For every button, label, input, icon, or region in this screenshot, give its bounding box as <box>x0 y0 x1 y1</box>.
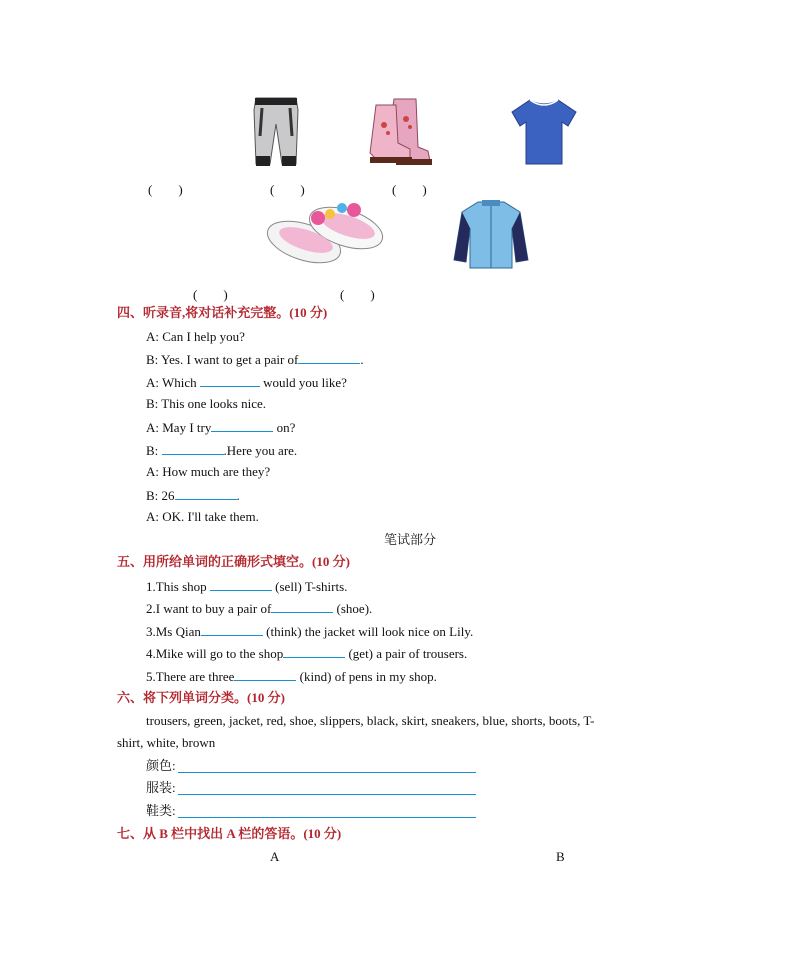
answer-line-colors[interactable] <box>178 772 476 773</box>
answer-paren-tshirt[interactable]: ( ) <box>392 182 427 197</box>
answer-line-shoes[interactable] <box>178 817 476 818</box>
exercise-item: 5.There are three (kind) of pens in my shop. <box>146 669 437 684</box>
exercise-item: 2.I want to buy a pair of (shoe). <box>146 601 373 616</box>
blank-field[interactable] <box>210 578 272 591</box>
dialogue-line: B: This one looks nice. <box>146 396 267 411</box>
dialogue-line: B: .Here you are. <box>146 443 298 458</box>
dialogue-line: A: May I try on? <box>146 420 296 435</box>
answer-paren-boots[interactable]: ( ) <box>270 182 305 197</box>
section4-title: 四、听录音,将对话补充完整。(10 分) <box>117 305 328 320</box>
blank-field[interactable] <box>298 351 360 364</box>
exercise-item: 3.Ms Qian (think) the jacket will look nice on Lily. <box>146 624 474 639</box>
dialogue-line: A: OK. I'll take them. <box>146 509 259 524</box>
dialogue-line: A: Which would you like? <box>146 375 347 390</box>
exercise-item: 1.This shop (sell) T-shirts. <box>146 579 348 594</box>
blank-field[interactable] <box>200 374 260 387</box>
column-a-header: A <box>270 849 280 864</box>
column-b-header: B <box>556 849 565 864</box>
blank-field[interactable] <box>211 419 273 432</box>
dialogue-line: A: How much are they? <box>146 464 271 479</box>
jacket-icon <box>452 198 530 272</box>
exercise-item: 4.Mike will go to the shop (get) a pair of trousers. <box>146 646 468 661</box>
word-list: trousers, green, jacket, red, shoe, slippers, black, skirt, sneakers, blue, shorts, boots, T- <box>146 713 595 728</box>
word-list: shirt, white, brown <box>117 735 216 750</box>
blank-field[interactable] <box>234 668 296 681</box>
section6-title: 六、将下列单词分类。(10 分) <box>117 690 285 705</box>
dialogue-line: B: Yes. I want to get a pair of . <box>146 352 364 367</box>
section5-title: 五、用所给单词的正确形式填空。(10 分) <box>117 554 350 569</box>
tshirt-icon <box>510 96 578 168</box>
blank-field[interactable] <box>271 600 333 613</box>
answer-paren-jacket[interactable]: ( ) <box>340 287 375 302</box>
written-section-heading: 笔试部分 <box>384 532 437 547</box>
section7-title: 七、从 B 栏中找出 A 栏的答语。(10 分) <box>117 826 342 841</box>
blank-field[interactable] <box>201 623 263 636</box>
answer-line-clothes[interactable] <box>178 794 476 795</box>
category-label-shoes: 鞋类: <box>146 803 176 818</box>
boots-icon <box>366 95 456 170</box>
answer-paren-slippers[interactable]: ( ) <box>193 287 228 302</box>
trousers-icon <box>250 96 302 170</box>
slippers-icon <box>262 198 386 272</box>
category-label-clothes: 服装: <box>146 780 176 795</box>
blank-field[interactable] <box>162 442 224 455</box>
dialogue-line: A: Can I help you? <box>146 329 245 344</box>
blank-field[interactable] <box>175 487 237 500</box>
dialogue-line: B: 26 . <box>146 488 240 503</box>
category-label-colors: 颜色: <box>146 758 176 773</box>
blank-field[interactable] <box>283 645 345 658</box>
answer-paren-trousers[interactable]: ( ) <box>148 182 183 197</box>
